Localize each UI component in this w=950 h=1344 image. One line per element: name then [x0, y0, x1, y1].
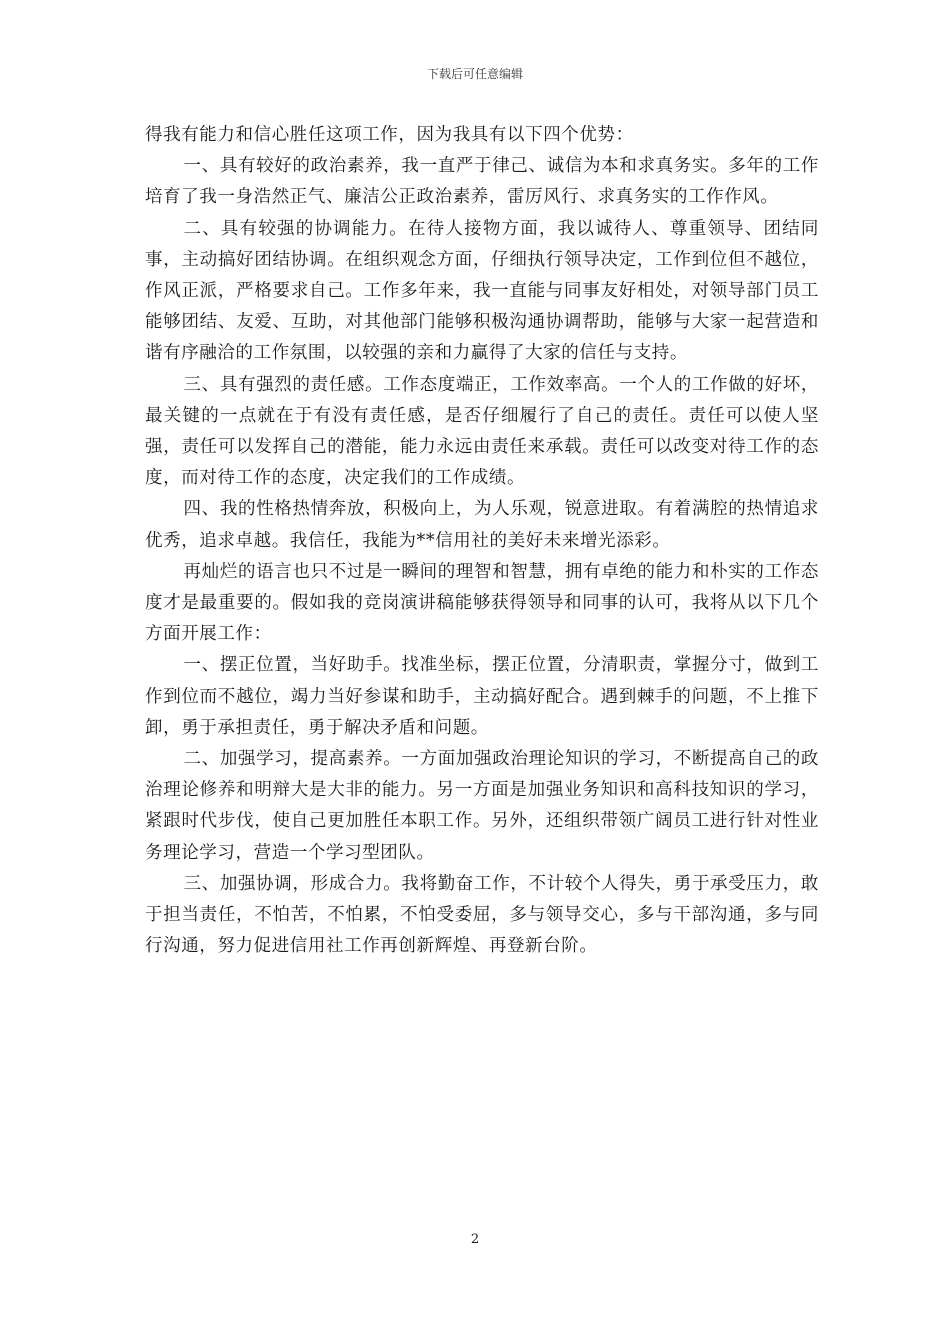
paragraph-advantage-2: 二、具有较强的协调能力。在待人接物方面，我以诚待人、尊重领导、团结同事，主动搞好团结协调。在组织观念方面，仔细执行领导决定，工作到位但不越位，作风正派，严格要求自己。工作多年来，我一直能与同事友好相处，对领导部门员工能够团结、友爱、互助，对其他部门能够积极沟通协调帮助，能够与大家一起营造和谐有序融洽的工作氛围，以较强的亲和力赢得了大家的信任与支持。	[145, 218, 819, 364]
paragraph-plan-1: 一、摆正位置，当好助手。找准坐标，摆正位置，分清职责，掌握分寸，做到工作到位而不越位，竭力当好参谋和助手，主动搞好配合。遇到棘手的问题，不上推下卸，勇于承担责任，勇于解决矛盾和问题。	[145, 655, 819, 738]
paragraph-plan-3: 三、加强协调，形成合力。我将勤奋工作，不计较个人得失，勇于承受压力，敢于担当责任，不怕苦，不怕累，不怕受委屈，多与领导交心，多与干部沟通，多与同行沟通，努力促进信用社工作再创新辉煌、再登新台阶。	[145, 873, 819, 957]
paragraph-continuation: 得我有能力和信心胜任这项工作，因为我具有以下四个优势：	[145, 125, 634, 145]
paragraph-transition: 再灿烂的语言也只不过是一瞬间的理智和智慧，拥有卓绝的能力和朴实的工作态度才是最重要的。假如我的竞岗演讲稿能够获得领导和同事的认可，我将从以下几个方面开展工作：	[145, 561, 819, 645]
document-body	[145, 120, 819, 962]
page-number: 2	[470, 1232, 480, 1247]
paragraph-plan-2: 二、加强学习，提高素养。一方面加强政治理论知识的学习，不断提高自己的政治理论修养和明辩大是大非的能力。另一方面是加强业务知识和高科技知识的学习，紧跟时代步伐，使自己更加胜任本职工作。另外，还组织带领广阔员工进行针对性业务理论学习，营造一个学习型团队。	[145, 749, 819, 863]
page-header: 下载后可任意编辑	[426, 67, 523, 81]
paragraph-advantage-4: 四、我的性格热情奔放，积极向上，为人乐观，锐意进取。有着满腔的热情追求优秀，追求卓越。我信任，我能为**信用社的美好未来增光添彩。	[145, 499, 819, 551]
paragraph-advantage-3: 三、具有强烈的责任感。工作态度端正，工作效率高。一个人的工作做的好坏，最关键的一点就在于有没有责任感，是否仔细履行了自己的责任。责任可以使人坚强，责任可以发挥自己的潜能，能力永远由责任来承载。责任可以改变对待工作的态度，而对待工作的态度，决定我们的工作成绩。	[145, 374, 819, 489]
paragraph-advantage-1: 一、具有较好的政治素养，我一直严于律己、诚信为本和求真务实。多年的工作培育了我一身浩然正气、廉洁公正政治素养，雷厉风行、求真务实的工作作风。	[145, 156, 819, 208]
